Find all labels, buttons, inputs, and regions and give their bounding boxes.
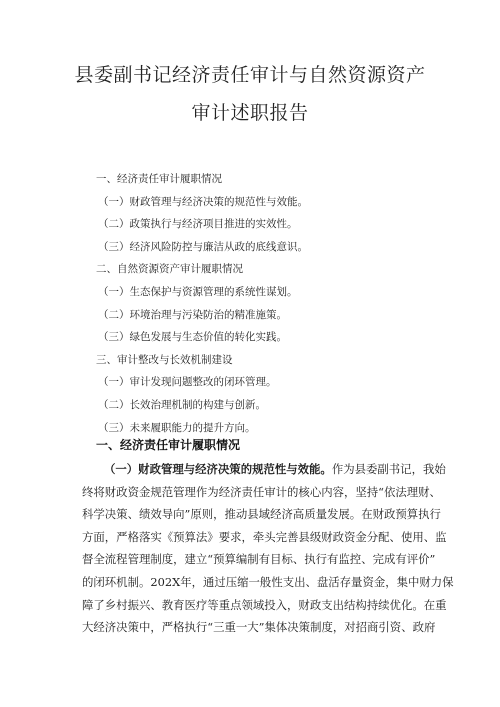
toc-item: （二）政策执行与经济项目推进的实效性。 bbox=[98, 218, 298, 231]
body-line: 督全流程管理制度，建立“预算编制有目标、执行有监控、完成有评价” bbox=[82, 552, 436, 567]
toc-item: （三）绿色发展与生态价值的转化实践。 bbox=[98, 331, 287, 344]
subsection-heading: （一）财政管理与经济决策的规范性与效能。 bbox=[104, 462, 332, 476]
toc-item: （一）审计发现问题整改的闭环管理。 bbox=[98, 376, 277, 389]
body-line: 的闭环机制。202X年，通过压缩一般性支出、盘活存量资金，集中财力保 bbox=[82, 574, 454, 589]
body-line: 方面，严格落实《预算法》要求，牵头完善县级财政资金分配、使用、监 bbox=[82, 529, 447, 544]
body-line: 科学决策、绩效导向”原则，推动县域经济高质量发展。在财政预算执行 bbox=[82, 507, 441, 522]
body-line: 大经济决策中，严格执行“三重一大”集体决策制度，对招商引资、政府 bbox=[82, 620, 436, 635]
toc-item: 三、审计整改与长效机制建设 bbox=[96, 353, 233, 366]
document-title-line-2: 审计述职报告 bbox=[191, 102, 309, 124]
body-line: 障了乡村振兴、教育医疗等重点领域投入，财政支出结构持续优化。在重 bbox=[82, 597, 447, 612]
toc-item: （三）未来履职能力的提升方向。 bbox=[98, 421, 256, 434]
document-title-line-1: 县委副书记经济责任审计与自然资源资产 bbox=[74, 64, 426, 86]
body-line: 终将财政资金规范管理作为经济责任审计的核心内容，坚持“依法理财、 bbox=[82, 484, 441, 499]
toc-item: （一）财政管理与经济决策的规范性与效能。 bbox=[98, 195, 308, 208]
section-heading: 一、经济责任审计履职情况 bbox=[96, 438, 241, 452]
toc-item: 一、经济责任审计履职情况 bbox=[96, 173, 222, 185]
toc-item: 二、自然资源资产审计履职情况 bbox=[96, 263, 243, 276]
body-line-text: 作为县委副书记，我始 bbox=[331, 462, 446, 476]
body-line bbox=[82, 458, 446, 481]
toc-item: （一）生态保护与资源管理的系统性谋划。 bbox=[98, 285, 298, 298]
toc-item: （二）环境治理与污染防治的精准施策。 bbox=[98, 308, 287, 321]
section-body bbox=[82, 458, 454, 639]
toc-item: （三）经济风险防控与廉洁从政的底线意识。 bbox=[98, 240, 308, 253]
toc-item: （二）长效治理机制的构建与创新。 bbox=[98, 398, 266, 411]
table-of-contents bbox=[96, 168, 308, 439]
